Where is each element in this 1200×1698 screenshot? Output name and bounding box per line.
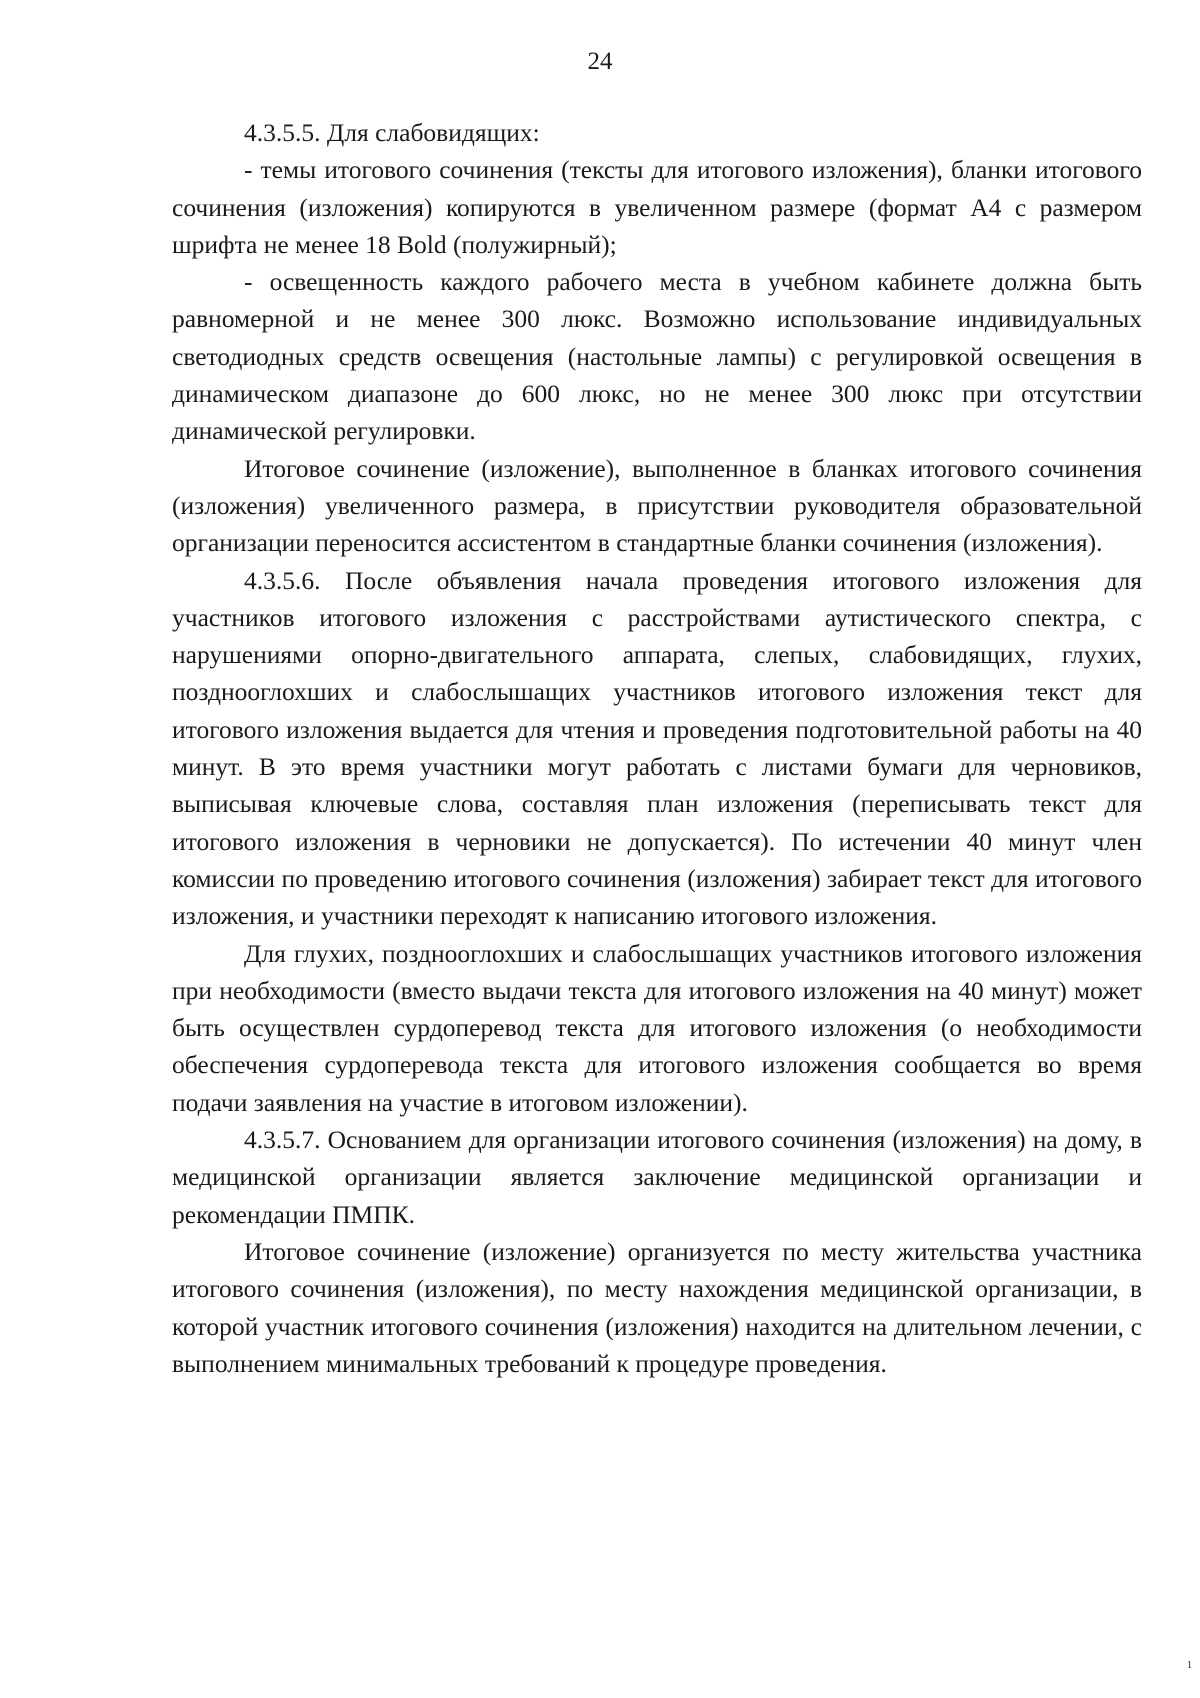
paragraph: Для глухих, позднооглохших и слабослышащих участников итогового изложения при необходимости (вместо выдачи текста для итогового изложения на 40 минут) может быть осуществлен сурдоперевод текста для итогового изложения (о необходимости обеспечения сурдоперевода текста для итогового изложения сообщается во время подачи заявления на участие в итоговом изложении). — [172, 938, 1142, 1117]
page-number: 24 — [587, 48, 613, 75]
paragraph: - освещенность каждого рабочего места в учебном кабинете должна быть равномерной и не менее 300 люкс. Возможно использование индивидуальных светодиодных средств освещения (настольные лампы) с регулировкой освещения в динамическом диапазоне до 600 люкс, но не менее 300 люкс при отсутствии динамической регулировки. — [172, 267, 1142, 446]
document-body — [172, 114, 1142, 1382]
paragraph: 4.3.5.5. Для слабовидящих: — [244, 118, 540, 147]
paragraph: Итоговое сочинение (изложение) организуется по месту жительства участника итогового сочинения (изложения), по месту нахождения медицинской организации, в которой участник итогового сочинения (изложения) находится на длительном лечении, с выполнением минимальных требований к процедуре проведения. — [172, 1236, 1142, 1378]
paragraph: 4.3.5.6. После объявления начала проведения итогового изложения для участников итогового изложения с расстройствами аутистического спектра, с нарушениями опорно-двигательного аппарата, слепых, слабовидящих, глухих, позднооглохших и слабослышащих участников итогового изложения текст для итогового изложения выдается для чтения и проведения подготовительной работы на 40 минут. В это время участники могут работать с листами бумаги для черновиков, выписывая ключевые слова, составляя план изложения (переписывать текст для итогового изложения в черновики не допускается). По истечении 40 минут член комиссии по проведению итогового сочинения (изложения) забирает текст для итогового изложения, и участники переходят к написанию итогового изложения. — [172, 565, 1142, 931]
paragraph: Итоговое сочинение (изложение), выполненное в бланках итогового сочинения (изложения) увеличенного размера, в присутствии руководителя образовательной организации переносится ассистентом в стандартные бланки сочинения (изложения). — [172, 453, 1142, 558]
corner-mark: 1 — [1187, 1660, 1192, 1671]
paragraph: 4.3.5.7. Основанием для организации итогового сочинения (изложения) на дому, в медицинской организации является заключение медицинской организации и рекомендации ПМПК. — [172, 1125, 1142, 1229]
paragraph: - темы итогового сочинения (тексты для итогового изложения), бланки итогового сочинения (изложения) копируются в увеличенном размере (формат А4 с размером шрифта не менее 18 Bold (полужирный); — [172, 155, 1142, 259]
